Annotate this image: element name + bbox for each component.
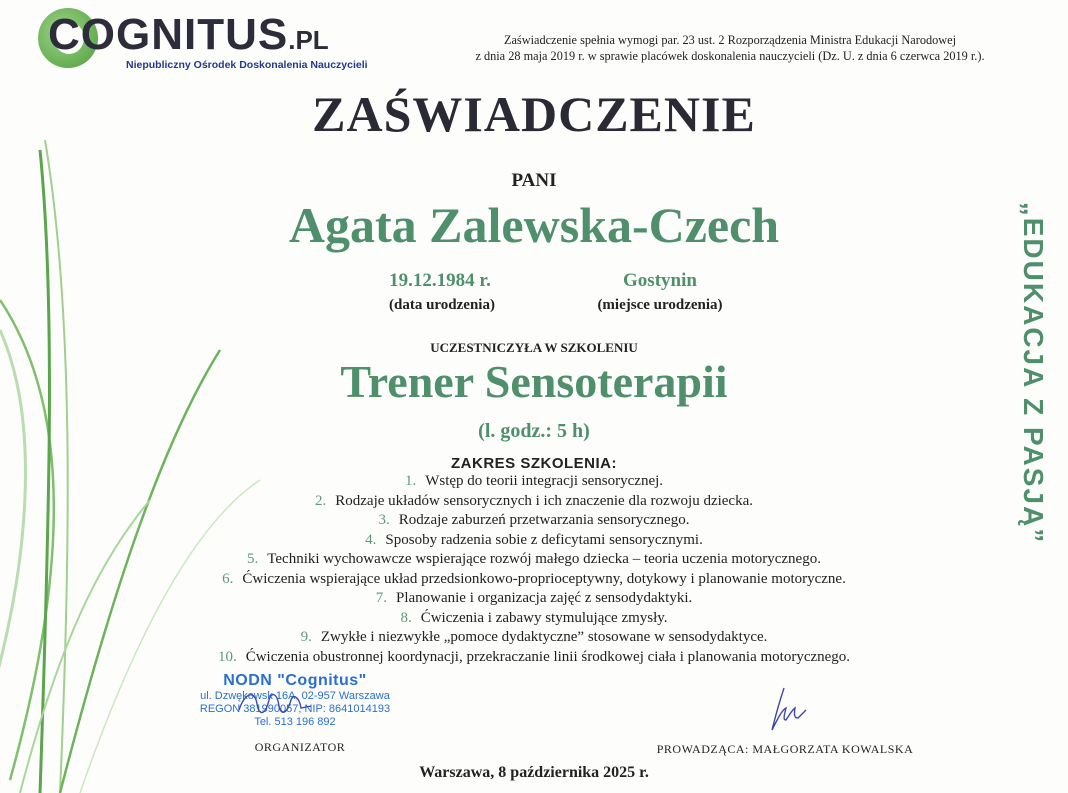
list-item-text: Sposoby radzenia sobie z deficytami sensorycznymi. <box>385 531 703 548</box>
list-item <box>100 511 968 531</box>
list-item-number: 3. <box>378 512 390 528</box>
list-item <box>100 628 968 648</box>
list-item-text: Planowanie i organizacja zajęć z sensodydaktyki. <box>395 590 693 606</box>
birth-date: 19.12.1984 r. <box>389 270 491 291</box>
logo-subtitle: Niepubliczny Ośrodek Doskonalenia Nauczycieli <box>126 59 368 71</box>
birth-place: Gostynin <box>623 270 697 291</box>
trainer-label: PROWADZĄCA: MAŁGORZATA KOWALSKA <box>656 742 914 756</box>
legal-note-line-2: z dnia 28 maja 2019 r. w sprawie placówek doskonalenia nauczycieli (Dz. U. z dnia 6 czerwca 2019 r.). <box>475 49 985 63</box>
list-item-text: Wstęp do teorii integracji sensorycznej. <box>425 473 664 489</box>
list-item <box>100 648 968 668</box>
list-item <box>100 609 968 629</box>
place-and-date: Warszawa, 8 października 2025 r. <box>419 764 649 781</box>
list-item <box>100 550 968 570</box>
list-item-text: Zwykłe i niezwykłe „pomoce dydaktyczne” stosowane w sensodydaktyce. <box>320 629 768 645</box>
list-item-text: Ćwiczenia wspierające układ przedsionkowo-proprioceptywny, dotykowy i planowanie motoryczne. <box>242 570 846 587</box>
stamp-title: NODN "Cognitus" <box>223 672 367 689</box>
birth-date-caption: (data urodzenia) <box>389 297 495 313</box>
stamp-registry: REGON 381990057, NIP: 8641014193 <box>199 703 391 715</box>
cognitus-logo <box>38 8 368 70</box>
list-item-number: 2. <box>315 492 327 509</box>
list-item-number: 7. <box>375 590 387 606</box>
scope-list <box>100 472 968 667</box>
list-item-number: 8. <box>400 609 412 626</box>
list-item-number: 9. <box>300 629 312 645</box>
list-item <box>100 531 968 551</box>
list-item-number: 6. <box>222 570 234 587</box>
participated-label: UCZESTNICZYŁA W SZKOLENIU <box>430 340 638 355</box>
course-hours: (l. godz.: 5 h) <box>478 420 590 442</box>
list-item-number: 4. <box>365 531 377 548</box>
salutation: PANI <box>511 170 557 191</box>
trainer-signature <box>762 684 812 736</box>
document-title: ZAŚWIADCZENIE <box>312 86 756 142</box>
list-item <box>100 589 968 609</box>
list-item <box>100 492 968 512</box>
list-item-number: 1. <box>404 473 417 489</box>
organizer-label: ORGANIZATOR <box>254 740 346 754</box>
list-item <box>100 570 968 590</box>
motto-vertical: „EDUKACJA Z PASJĄ” <box>1018 201 1049 545</box>
participant-name: Agata Zalewska-Czech <box>288 197 780 253</box>
list-item-text: Ćwiczenia obustronnej koordynacji, przekraczanie linii środkowej ciała i planowania motorycznego. <box>245 648 851 665</box>
logo-suffix: .PL <box>288 25 329 55</box>
course-name: Trener Sensoterapii <box>340 356 728 407</box>
birth-place-caption: (miejsce urodzenia) <box>597 297 723 313</box>
logo-wordmark: COGNITUS.PL <box>48 10 329 59</box>
list-item-text: Ćwiczenia i zabawy stymulujące zmysły. <box>420 609 668 626</box>
list-item <box>100 472 968 492</box>
scope-title: ZAKRES SZKOLENIA: <box>451 455 617 472</box>
stamp-address: ul. Dzwękowsk 16A, 02-957 Warszawa <box>200 690 390 702</box>
list-item-text: Rodzaje układów sensorycznych i ich znaczenie dla rozwoju dziecka. <box>335 492 753 509</box>
list-item-number: 10. <box>217 648 237 665</box>
list-item-text: Rodzaje zaburzeń przetwarzania sensorycznego. <box>398 512 690 528</box>
legal-note <box>410 32 1050 64</box>
list-item-text: Techniki wychowawcze wspierające rozwój małego dziecka – teoria uczenia motorycznego. <box>267 551 821 567</box>
legal-note-line-1: Zaświadczenie spełnia wymogi par. 23 ust. 2 Rozporządzenia Ministra Edukacji Narodowej <box>503 33 957 47</box>
list-item-number: 5. <box>247 551 259 567</box>
organizer-signature <box>235 686 315 722</box>
stamp-phone: Tel. 513 196 892 <box>254 716 336 728</box>
